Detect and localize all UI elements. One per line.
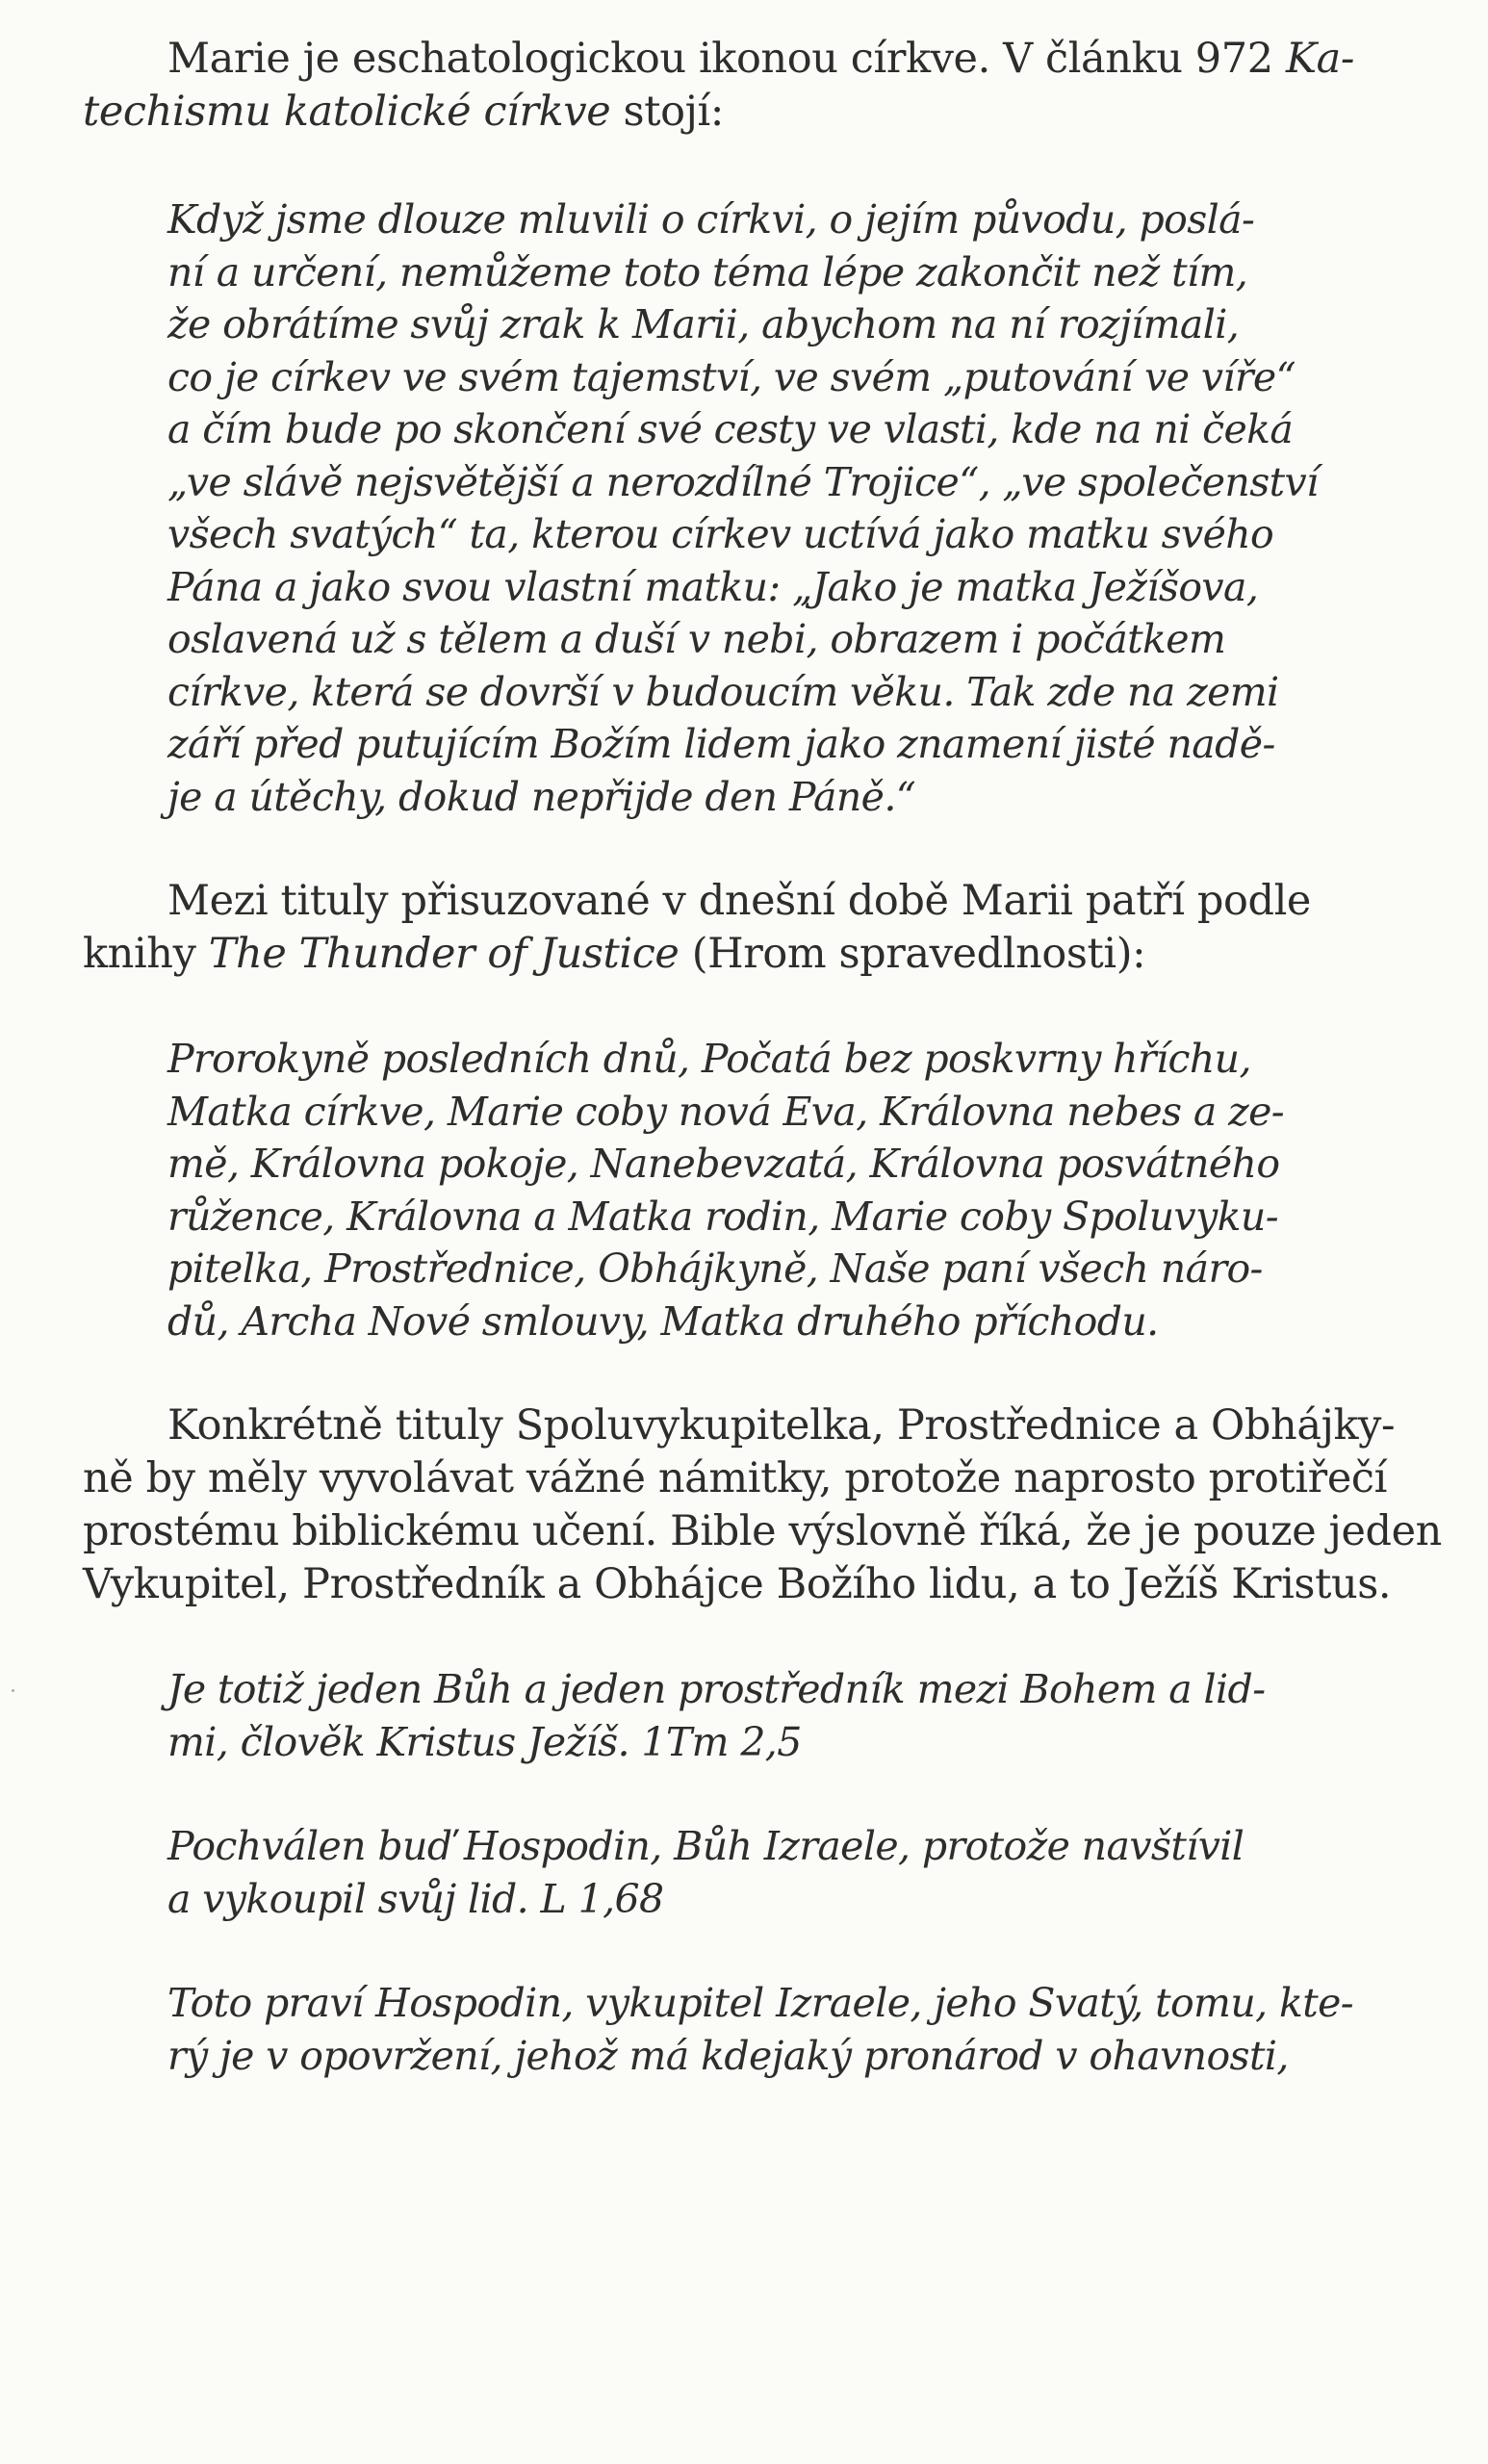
- paragraph-titles-intro: [83, 875, 1451, 981]
- paragraph-line: [83, 928, 1451, 981]
- quote-line: růžence, Královna a Matka rodin, Marie coby Spoluvyku-: [167, 1193, 1278, 1240]
- quote-line: ní a určení, nemůžeme toto téma lépe zakončit než tím,: [167, 248, 1248, 295]
- quote-line: je a útěchy, dokud nepřijde den Páně.“: [167, 773, 916, 820]
- paragraph-line: Vykupitel, Prostředník a Obhájce Božího lidu, a to Ježíš Kristus.: [83, 1560, 1392, 1608]
- text-run: Marie je eschatologickou ikonou církve. V článku 972: [167, 35, 1286, 83]
- quote-line: oslavená už s tělem a duší v nebi, obrazem i počátkem: [167, 616, 1226, 662]
- paragraph-catechism-intro: [83, 33, 1451, 139]
- quote-line: co je církev ve svém tajemství, ve svém „putování ve víře“: [167, 353, 1296, 400]
- quote-line: a vykoupil svůj lid. L 1,68: [167, 1875, 664, 1922]
- quote-1tm: [167, 1663, 1404, 1768]
- quote-line: všech svatých“ ta, kterou církev uctívá jako matku svého: [167, 511, 1274, 557]
- quote-line: září před putujícím Božím lidem jako znamení jisté nadě-: [167, 721, 1275, 767]
- scan-speck: [12, 1689, 14, 1692]
- quote-luke: [167, 1820, 1404, 1925]
- quote-line: dů, Archa Nové smlouvy, Matka druhého příchodu.: [167, 1297, 1159, 1345]
- paragraph-objection: [83, 1399, 1451, 1611]
- quote-line: a čím bude po skončení své cesty ve vlasti, kde na ni čeká: [167, 406, 1294, 452]
- quote-line: mi, člověk Kristus Ježíš. 1Tm 2,5: [167, 1718, 802, 1765]
- paragraph-line: ně by měly vyvolávat vážné námitky, protože naprosto protiřečí: [83, 1454, 1387, 1502]
- quote-line: Když jsme dlouze mluvili o církvi, o jejím původu, poslá-: [167, 196, 1255, 243]
- quote-line: Toto praví Hospodin, vykupitel Izraele, jeho Svatý, tomu, kte-: [167, 1980, 1354, 2026]
- paragraph-line: [83, 86, 1451, 139]
- quote-line: Pochválen buď Hospodin, Bůh Izraele, protože navštívil: [167, 1823, 1244, 1869]
- quote-line: mě, Královna pokoje, Nanebevzatá, Královna posvátného: [167, 1141, 1280, 1187]
- quote-isaiah: [167, 1977, 1404, 2082]
- book-title-italic: Ka-: [1285, 35, 1355, 83]
- quote-line: Prorokyně posledních dnů, Počatá bez poskvrny hříchu,: [167, 1036, 1251, 1082]
- paragraph-line: [83, 33, 1451, 86]
- paragraph-line: Mezi tituly přisuzované v dnešní době Marii patří podle: [167, 877, 1311, 925]
- quote-line: Je totiž jeden Bůh a jeden prostředník mezi Bohem a lid-: [167, 1666, 1266, 1712]
- quote-line: že obrátíme svůj zrak k Marii, abychom na ní rozjímali,: [167, 301, 1240, 347]
- paragraph-line: Konkrétně tituly Spoluvykupitelka, Prostřednice a Obhájky-: [167, 1401, 1396, 1450]
- quote-line: rý je v opovržení, jehož má kdejaký pronárod v ohavnosti,: [167, 2032, 1289, 2079]
- quote-line: církve, která se dovrší v budoucím věku. Tak zde na zemi: [167, 668, 1279, 715]
- quote-line: Pána a jako svou vlastní matku: „Jako je matka Ježíšova,: [167, 563, 1259, 610]
- quote-marian-titles: [167, 1033, 1404, 1348]
- text-run: (Hrom spravedlnosti):: [679, 930, 1146, 978]
- text-run: knihy: [83, 930, 209, 978]
- text-run: stojí:: [610, 88, 724, 136]
- book-title-italic: techismu katolické církve: [83, 88, 611, 136]
- book-title-italic: The Thunder of Justice: [208, 930, 680, 978]
- quote-line: Matka církve, Marie coby nová Eva, Královna nebes a ze-: [167, 1088, 1285, 1135]
- quote-catechism: [167, 193, 1404, 823]
- paragraph-line: prostému biblickému učení. Bible výslovně říká, že je pouze jeden: [83, 1507, 1442, 1555]
- quote-line: „ve slávě nejsvětější a nerozdílné Trojice“, „ve společenství: [167, 458, 1319, 505]
- quote-line: pitelka, Prostřednice, Obhájkyně, Naše paní všech náro-: [167, 1245, 1263, 1292]
